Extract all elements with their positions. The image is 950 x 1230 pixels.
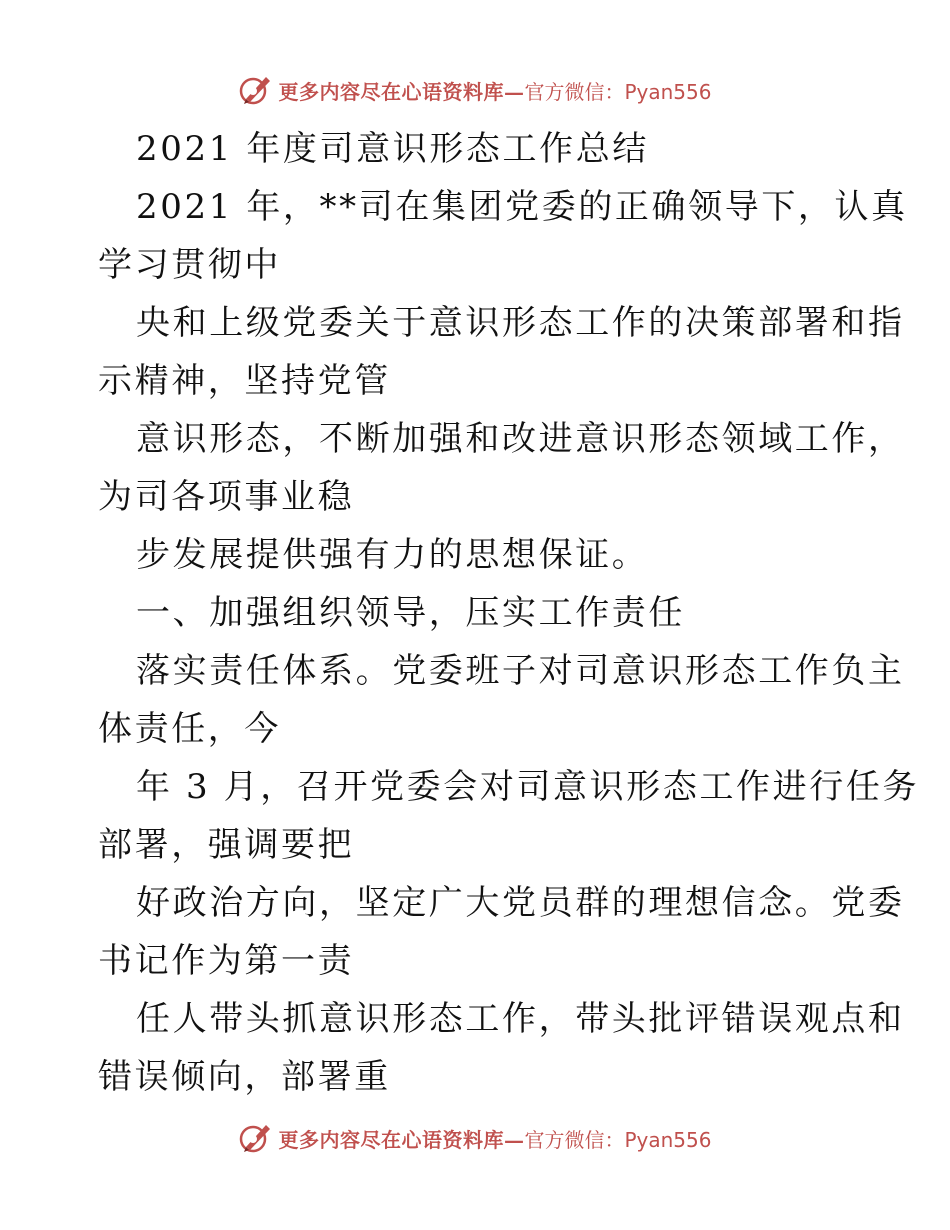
header-watermark — [0, 70, 950, 110]
document-line: 一、加强组织领导，压实工作责任 — [136, 593, 685, 633]
document-line: 意识形态，不断加强和改进意识形态领域工作， — [136, 419, 905, 459]
document-line: 示精神，坚持党管 — [98, 361, 391, 401]
document-line: 错误倾向，部署重 — [98, 1057, 391, 1097]
document-line: 任人带头抓意识形态工作，带头批评错误观点和 — [136, 999, 905, 1039]
document-line: 2021 年，**司在集团党委的正确领导下，认真 — [136, 187, 908, 227]
document-line: 央和上级党委关于意识形态工作的决策部署和指 — [136, 303, 905, 343]
document-body — [98, 120, 920, 1106]
document-line: 落实责任体系。党委班子对司意识形态工作负主 — [136, 651, 905, 691]
document-line: 学习贯彻中 — [98, 245, 281, 285]
watermark-text: 更多内容尽在心语资料库— — [278, 79, 525, 104]
document-line: 为司各项事业稳 — [98, 477, 355, 517]
pen-logo-icon — [238, 1121, 274, 1155]
watermark-wechat: 官方微信：Pyan556 — [524, 1127, 712, 1152]
watermark-wechat: 官方微信：Pyan556 — [524, 79, 712, 104]
document-line: 体责任，今 — [98, 709, 281, 749]
document-line: 2021 年度司意识形态工作总结 — [136, 129, 649, 169]
document-line: 书记作为第一责 — [98, 941, 355, 981]
document-line: 好政治方向，坚定广大党员群的理想信念。党委 — [136, 883, 905, 923]
document-line: 部署，强调要把 — [98, 825, 355, 865]
footer-watermark — [0, 1118, 950, 1158]
document-line: 年 3 月，召开党委会对司意识形态工作进行任务 — [136, 767, 920, 807]
watermark-text: 更多内容尽在心语资料库— — [278, 1127, 525, 1152]
document-line: 步发展提供强有力的思想保证。 — [136, 535, 649, 575]
pen-logo-icon — [238, 73, 274, 107]
